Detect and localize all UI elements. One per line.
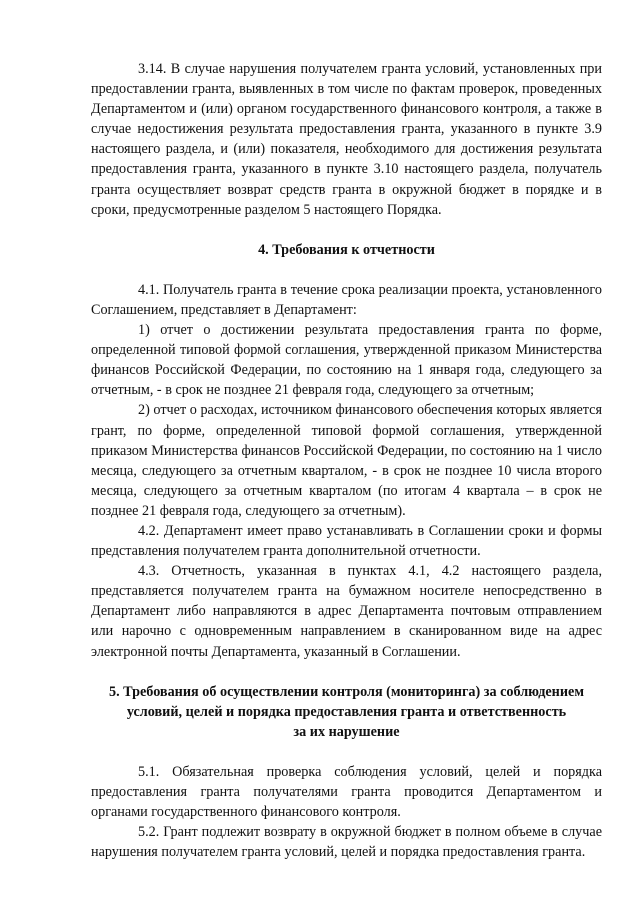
list-item-1: 1) отчет о достижении результата предоставления гранта по форме, определенной типовой формой соглашения, утвержденной приказом Министерства финансов Российской Федерации, по состоянию на 1 января года, следующего за отчетным, - в срок не позднее 21 февраля года, следующего за отчетным; bbox=[91, 322, 602, 399]
section-5-heading bbox=[91, 682, 602, 742]
paragraph-3-14: 3.14. В случае нарушения получателем гранта условий, установленных при предоставлении гранта, выявленных в том числе по фактам проверок, проведенных Департаментом и (или) органом государственного финансового контроля, а также в случае недостижения результата предоставления гранта, указанного в пункте 3.9 настоящего раздела, и (или) показателя, необходимого для достижения результата предоставления гранта, указанного в пункте 3.10 настоящего раздела, получатель гранта осуществляет возврат средств гранта в окружной бюджет в порядке и в сроки, предусмотренные разделом 5 настоящего Порядка. bbox=[91, 61, 602, 218]
list-item-2: 2) отчет о расходах, источником финансового обеспечения которых является грант, по форме, определенной типовой формой соглашения, утвержденной приказом Министерства финансов Российской Федерации, по состоянию на 1 число месяца, следующего за отчетным кварталом, - в срок не позднее 10 числа второго месяца, следующего за отчетным кварталом (по итогам 4 квартала – в срок не позднее 21 февраля года, следующего за отчетным). bbox=[91, 402, 602, 519]
paragraph-4-2: 4.2. Департамент имеет право устанавливать в Соглашении сроки и формы представления получателем гранта дополнительной отчетности. bbox=[91, 522, 602, 560]
paragraph-4-3: 4.3. Отчетность, указанная в пунктах 4.1, 4.2 настоящего раздела, представляется получателем гранта на бумажном носителе непосредственно в Департамент либо направляются в адрес Департамента почтовым отправлением или нарочно с одновременным направлением в сканированном виде на адрес электронной почты Департамента, указанный в Соглашении. bbox=[91, 563, 602, 660]
spacer bbox=[91, 260, 602, 280]
section-4-heading: 4. Требования к отчетности bbox=[258, 241, 435, 258]
spacer bbox=[91, 220, 602, 240]
section-5-heading-line-3: за их нарушение bbox=[293, 723, 400, 740]
spacer bbox=[91, 662, 602, 682]
section-5-heading-line-2: условий, целей и порядка предоставления гранта и ответственность bbox=[126, 703, 567, 720]
paragraph-5-1: 5.1. Обязательная проверка соблюдения условий, целей и порядка предоставления гранта получателями гранта проводится Департаментом и органами государственного финансового контроля. bbox=[91, 763, 602, 821]
document-page bbox=[91, 59, 602, 862]
paragraph-5-2: 5.2. Грант подлежит возврату в окружной бюджет в полном объеме в случае нарушения получателем гранта условий, целей и порядка предоставления гранта. bbox=[91, 824, 602, 861]
spacer bbox=[91, 742, 602, 762]
section-5-heading-line-1: 5. Требования об осуществлении контроля (мониторинга) за соблюдением bbox=[108, 683, 584, 700]
paragraph-4-1: 4.1. Получатель гранта в течение срока реализации проекта, установленного Соглашением, представляет в Департамент: bbox=[91, 281, 602, 318]
